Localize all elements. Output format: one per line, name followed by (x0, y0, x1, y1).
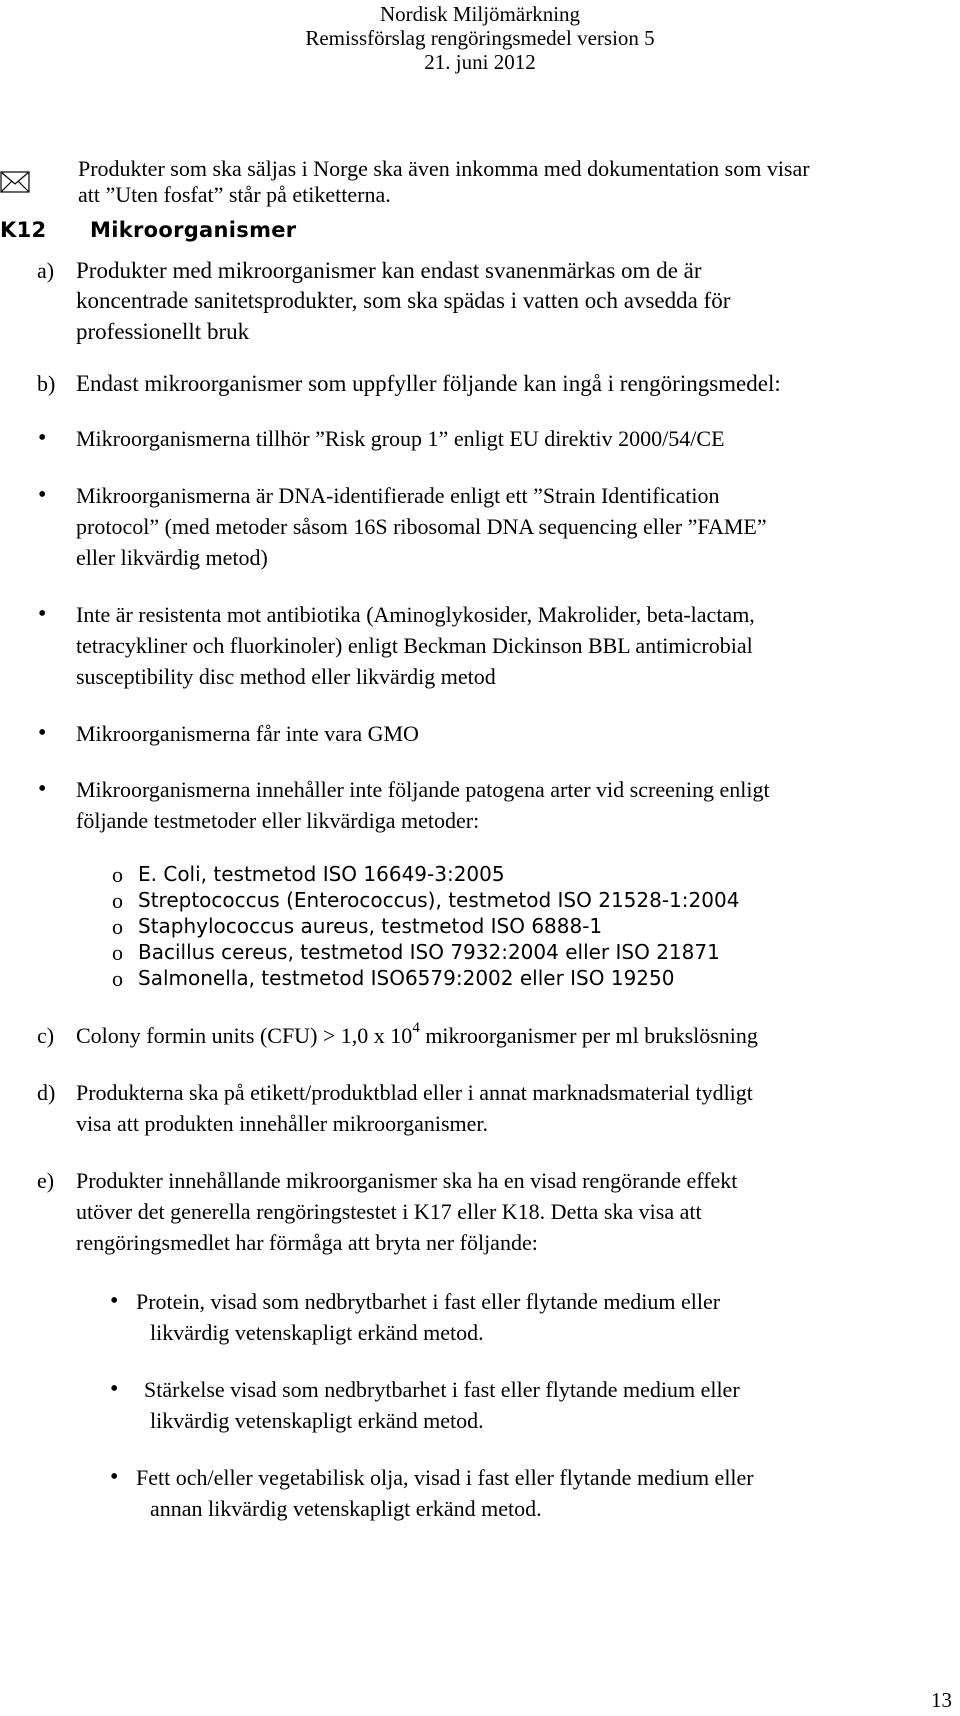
e-bullet-1-line-2: likvärdig vetenskapligt erkänd metod. (150, 1320, 484, 1345)
b-bullet-3-line-3: susceptibility disc method eller likvärdig metod (76, 664, 496, 689)
header-date: 21. juni 2012 (424, 50, 536, 74)
pathogen-item-5: Salmonella, testmetod ISO6579:2002 eller ISO 19250 (138, 966, 675, 990)
bullet-marker: • (110, 1464, 119, 1490)
item-b-label: b) (37, 371, 56, 396)
item-c-label: c) (37, 1023, 55, 1048)
item-c-text-before: Colony formin units (CFU) > 1,0 x 10 (76, 1023, 413, 1048)
item-d-label: d) (37, 1080, 56, 1105)
b-bullet-3-line-1: Inte är resistenta mot antibiotika (Aminoglykosider, Makrolider, beta-lactam, (76, 602, 755, 627)
b-bullet-2-line-2: protocol” (med metoder såsom 16S ribosomal DNA sequencing eller ”FAME” (76, 514, 767, 539)
note-line-1: Produkter som ska säljas i Norge ska även inkomma med dokumentation som visar (78, 156, 810, 181)
item-a-label: a) (37, 258, 55, 283)
item-a-line-1: Produkter med mikroorganismer kan endast svanenmärkas om de är (76, 258, 702, 283)
sub-bullet-marker: o (112, 888, 123, 913)
b-bullet-2-line-3: eller likvärdig metod) (76, 545, 268, 570)
section-code: K12 (0, 218, 47, 242)
e-bullet-2-line-2: likvärdig vetenskapligt erkänd metod. (150, 1408, 484, 1433)
sub-bullet-marker: o (112, 914, 123, 939)
bullet-marker: • (38, 482, 47, 508)
e-bullet-3-line-2: annan likvärdig vetenskapligt erkänd metod. (150, 1496, 542, 1521)
item-c-line (76, 1020, 758, 1049)
header-organization: Nordisk Miljömärkning (379, 2, 581, 26)
bullet-marker: • (38, 776, 47, 802)
b-bullet-2-line-1: Mikroorganismerna är DNA-identifierade enligt ett ”Strain Identification (76, 483, 720, 508)
section-title: Mikroorganismer (90, 218, 297, 242)
envelope-icon (0, 170, 30, 194)
item-c-text-after: mikroorganismer per ml brukslösning (419, 1023, 758, 1048)
bullet-marker: • (38, 425, 47, 451)
item-b-line: Endast mikroorganismer som uppfyller följande kan ingå i rengöringsmedel: (76, 371, 781, 396)
sub-bullet-marker: o (112, 862, 123, 887)
bullet-marker: • (38, 720, 47, 746)
b-bullet-3-line-2: tetracykliner och fluorkinoler) enligt Beckman Dickinson BBL antimicrobial (76, 633, 753, 658)
item-e-line-1: Produkter innehållande mikroorganismer ska ha en visad rengörande effekt (76, 1168, 738, 1193)
e-bullet-2-line-1: Stärkelse visad som nedbrytbarhet i fast eller flytande medium eller (144, 1377, 740, 1402)
b-bullet-5-line-2: följande testmetoder eller likvärdiga metoder: (76, 808, 480, 833)
b-bullet-1-line-1: Mikroorganismerna tillhör ”Risk group 1” enligt EU direktiv 2000/54/CE (76, 426, 725, 451)
item-e-label: e) (37, 1168, 55, 1193)
header-document-title: Remissförslag rengöringsmedel version 5 (305, 26, 655, 50)
note-line-2: att ”Uten fosfat” står på etiketterna. (78, 182, 391, 207)
sub-bullet-marker: o (112, 966, 123, 991)
e-bullet-3-line-1: Fett och/eller vegetabilisk olja, visad i fast eller flytande medium eller (136, 1465, 754, 1490)
e-bullet-1-line-1: Protein, visad som nedbrytbarhet i fast eller flytande medium eller (136, 1289, 721, 1314)
page-number: 13 (931, 1688, 952, 1712)
item-e-line-2: utöver det generella rengöringstestet i K17 eller K18. Detta ska visa att (76, 1199, 702, 1224)
bullet-marker: • (110, 1376, 119, 1402)
pathogen-item-1: E. Coli, testmetod ISO 16649-3:2005 (138, 862, 505, 886)
pathogen-item-3: Staphylococcus aureus, testmetod ISO 6888-1 (138, 914, 603, 938)
bullet-marker: • (38, 601, 47, 627)
b-bullet-4-line-1: Mikroorganismerna får inte vara GMO (76, 721, 419, 746)
item-d-line-2: visa att produkten innehåller mikroorganismer. (76, 1111, 488, 1136)
item-c-exponent: 4 (412, 1020, 420, 1036)
pathogen-item-4: Bacillus cereus, testmetod ISO 7932:2004 eller ISO 21871 (138, 940, 720, 964)
item-a-line-2: koncentrade sanitetsprodukter, som ska spädas i vatten och avsedda för (76, 288, 731, 313)
b-bullet-5-line-1: Mikroorganismerna innehåller inte följande patogena arter vid screening enligt (76, 777, 770, 802)
sub-bullet-marker: o (112, 940, 123, 965)
item-a-line-3: professionellt bruk (76, 319, 250, 344)
bullet-marker: • (110, 1288, 119, 1314)
pathogen-item-2: Streptococcus (Enterococcus), testmetod ISO 21528-1:2004 (138, 888, 740, 912)
item-e-line-3: rengöringsmedlet har förmåga att bryta ner följande: (76, 1230, 538, 1255)
item-d-line-1: Produkterna ska på etikett/produktblad eller i annat marknadsmaterial tydligt (76, 1080, 753, 1105)
